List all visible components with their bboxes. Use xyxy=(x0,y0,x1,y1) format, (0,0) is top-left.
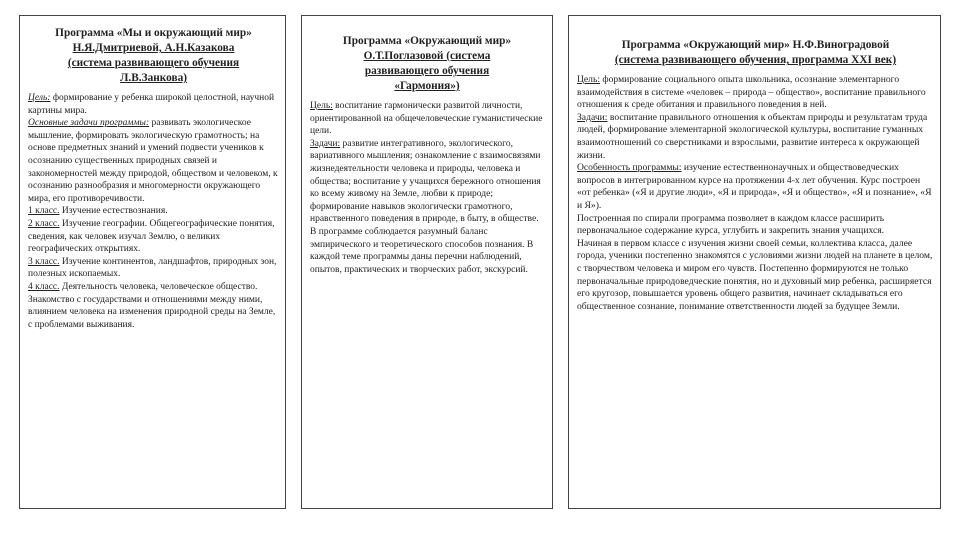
spiral-paragraph: Построенная по спирали программа позволяет в каждом классе расширить первоначальное содержание курса, углубить и закрепить знания учащихся. xyxy=(577,212,885,237)
grade-3-paragraph xyxy=(28,256,279,281)
grade-1-label: 1 класс. xyxy=(28,206,60,217)
tasks-paragraph xyxy=(28,117,279,205)
feature-label: Особенность программы: xyxy=(577,162,682,174)
feature-paragraph xyxy=(577,162,934,212)
progression-paragraph: Начиная в первом классе с изучения жизни своей семьи, коллектива класса, далее города, ученики постепенно знакомятся с условиями жизни людей на планете в целом, с творчеством человека и миром его чувств. Постепенно формируются не только первоначальные природоведческие понятия, но и духовный мир ребенка, расширяется его кругозор, повышается уровень общего развития, начинает складываться его общественное сознание, понимание ответственности людей за будущее Земли. xyxy=(577,237,933,312)
goal-text: формирование социального опыта школьника, осознание элементарного взаимодействия в системе «человек – природа – общество», воспитание правильного отношения к среде обитания и правильного поведения в ней. xyxy=(577,74,926,111)
goal-paragraph xyxy=(28,92,279,117)
grade-2-paragraph xyxy=(28,218,279,256)
grade-3-text: Изучение континентов, ландшафтов, природных зон, полезных ископаемых. xyxy=(28,256,277,280)
goal-label: Цель: xyxy=(577,74,601,85)
card-body xyxy=(28,92,279,331)
goal-paragraph xyxy=(577,74,934,112)
goal-paragraph xyxy=(310,100,544,138)
tasks-label: Задачи: xyxy=(577,111,608,123)
title-line: Программа «Окружающий мир» xyxy=(342,35,512,47)
program-card-dmitrieva xyxy=(19,15,286,509)
title-line: (система развивающего обучения xyxy=(67,57,240,69)
title-line: О.Т.Поглазовой (система xyxy=(363,50,491,62)
goal-text: формирование у ребенка широкой целостной, научной картины мира. xyxy=(28,93,275,116)
title-line: Программа «Окружающий мир» Н.Ф.Виноградовой xyxy=(621,39,890,51)
tasks-paragraph xyxy=(577,112,934,162)
grade-4-label: 4 класс. xyxy=(28,281,60,292)
goal-label: Цель: xyxy=(310,101,333,111)
card-body xyxy=(577,74,934,313)
title-line: Программа «Мы и окружающий мир» xyxy=(55,27,252,39)
title-line: Л.В.Занкова) xyxy=(120,72,187,84)
program-card-poglazova xyxy=(301,15,553,509)
goal-text: воспитание гармонически развитой личности, ориентированной на общечеловеческие гуманистические цели. xyxy=(310,101,543,137)
grade-2-label: 2 класс. xyxy=(28,218,60,229)
title-line: (система развивающего обучения, программа XXI век) xyxy=(614,54,897,66)
card-body xyxy=(310,100,544,276)
tasks-label: Основные задачи программы: xyxy=(28,118,150,129)
card-title xyxy=(577,38,934,68)
program-card-vinogradova xyxy=(568,15,941,509)
goal-label: Цель: xyxy=(28,93,51,103)
feature-text: изучение естественнонаучных и обществоведческих вопросов в интегрированном курсе на протяжении 4-х лет обучения. Курс построен «от ребенка» («Я и другие люди», «Я и природа», «Я и общество», «Я и познание», «Я и Я»). xyxy=(577,162,932,211)
card-title xyxy=(310,34,544,94)
grade-1-text: Изучение естествознания. xyxy=(59,206,168,217)
balance-paragraph: В программе соблюдается разумный баланс эмпирического и теоретического способов познания. В каждой теме программы даны перечни наблюдений, опытов, практических и творческих работ, экскурсий. xyxy=(310,226,534,275)
grade-4-text: Деятельность человека, человеческое общество. Знакомство с государствами и отношениями между ними, влиянием человека на изменения природной среды на Земле, с проблемами выживания. xyxy=(28,281,276,330)
tasks-text: развивать экологическое мышление, формировать экологическую грамотность; на основе предметных знаний и умений подвести учеников к осознанию существенных природных связей и закономерностей между природой, обществом и человеком, к осознанию разнообразия и многомерности окружающего мира, его противоречивости. xyxy=(28,118,278,204)
tasks-text: развитие интегративного, экологического, вариативного мышления; ознакомление с взаимосвязями жизнедеятельности человека и природы, человека и общества; воспитание у учащихся бережного отношения ко всему живому на Земле, любви к природе; формирование навыков экологически грамотного, нравственного поведения в природе, в быту, в обществе. xyxy=(310,138,541,225)
title-line: «Гармония») xyxy=(394,80,460,92)
card-title xyxy=(28,26,279,86)
tasks-label: Задачи: xyxy=(310,138,341,149)
grade-3-label: 3 класс. xyxy=(28,256,60,267)
title-line: Н.Я.Дмитриевой, А.Н.Казакова xyxy=(72,42,235,54)
grade-2-text: Изучение географии. Общегеографические понятия, сведения, как человек изучал Землю, о великих географических открытиях. xyxy=(28,218,275,255)
tasks-text: воспитание правильного отношения к объектам природы и результатам труда людей, формирование элементарной экологической культуры, воспитание гуманных взаимоотношений со сверстниками и взрослыми, развитие интереса к окружающей жизни. xyxy=(577,111,928,161)
title-line: развивающего обучения xyxy=(364,65,490,77)
grade-1-paragraph xyxy=(28,205,279,218)
tasks-paragraph xyxy=(310,138,544,226)
grade-4-paragraph xyxy=(28,281,279,331)
